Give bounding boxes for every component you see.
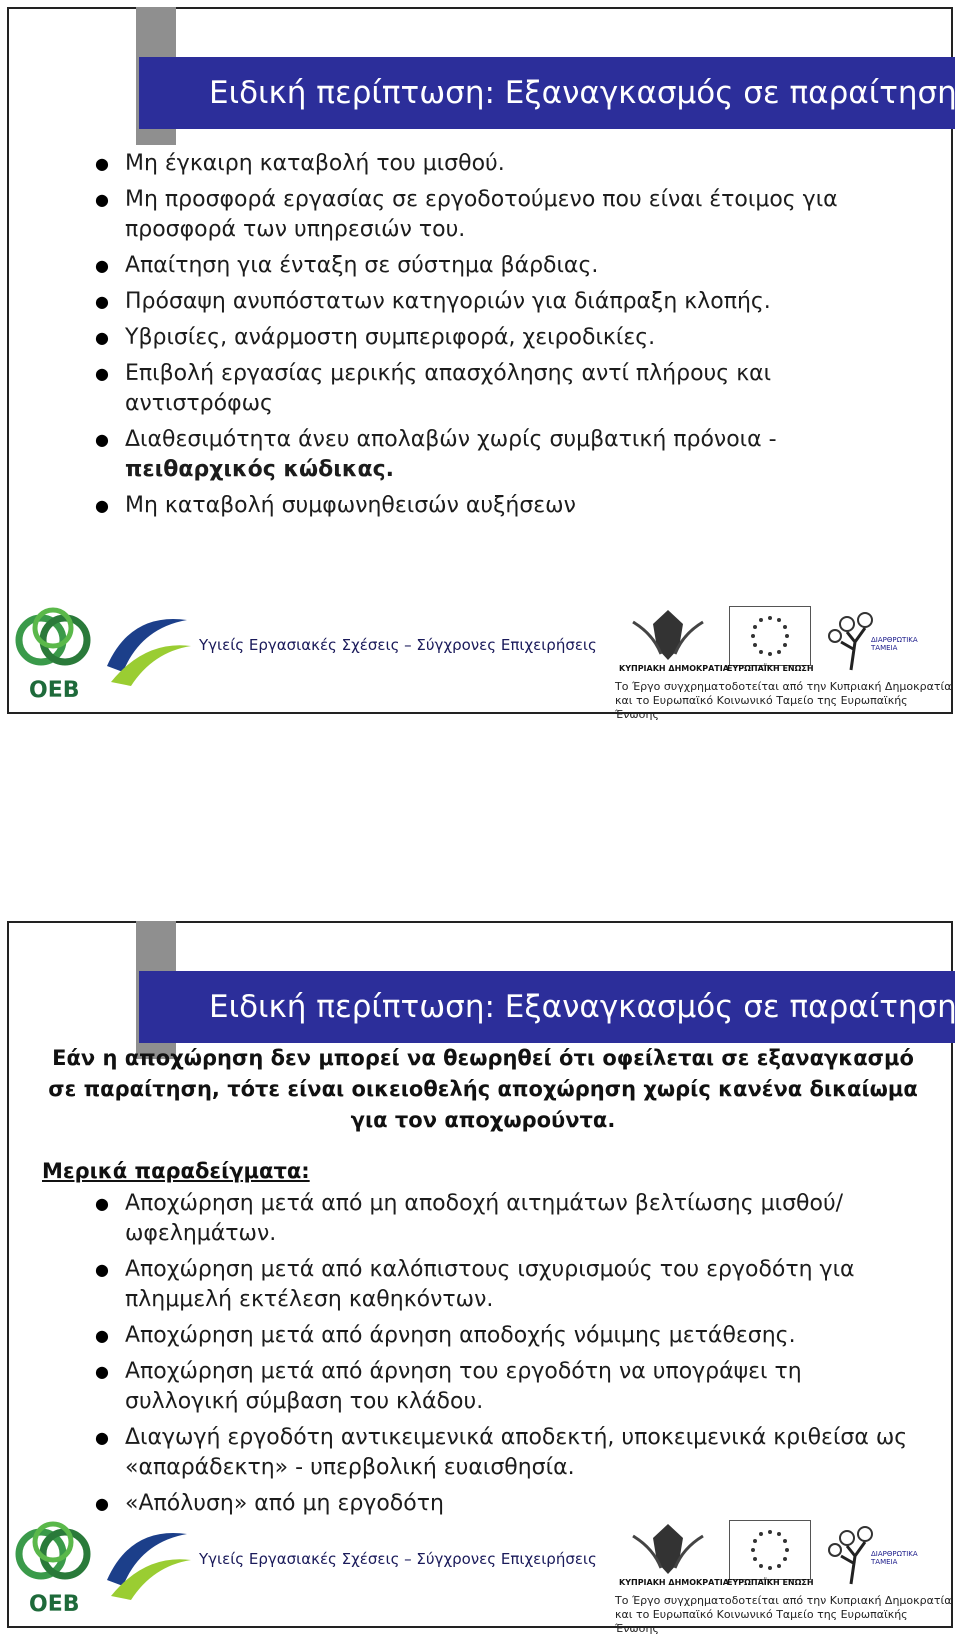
examples-heading: Μερικά παραδείγματα: [42,1159,310,1183]
eu-label: ΕΥΡΩΠΑΪΚΗ ΕΝΩΣΗ [727,1578,814,1587]
list-item: ● Μη καταβολή συμφωνηθεισών αυξήσεων [91,491,921,521]
bullet-list [91,1189,921,1525]
list-item: ● Αποχώρηση μετά από μη αποδοχή αιτημάτων βελτίωσης μισθού/ωφελημάτων. [91,1189,921,1249]
list-item: ● Απαίτηση για ένταξη σε σύστημα βάρδιας. [91,251,921,281]
slide-title: Ειδική περίπτωση: Εξαναγκασμός σε παραίτηση [209,75,957,111]
list-item: ● Αποχώρηση μετά από άρνηση αποδοχής νόμιμης μετάθεσης. [91,1321,921,1351]
swoosh-logo-icon [101,1520,193,1606]
bold-text: πειθαρχικός κώδικας. [125,457,394,482]
slide-2 [7,921,957,1635]
eu-flag-icon [729,1520,811,1580]
cofund-notice: Το Έργο συγχρηματοδοτείται από την Κυπριακή Δημοκρατία και το Ευρωπαϊκό Κοινωνικό Ταμείο της Ευρωπαϊκής Ένωσης [615,1594,952,1635]
fund-label: ΔΙΑΡΘΡΩΤΙΚΑ ΤΑΜΕΙΑ [871,1550,918,1566]
cofund-notice: Το Έργο συγχρηματοδοτείται από την Κυπριακή Δημοκρατία και το Ευρωπαϊκό Κοινωνικό Ταμείο της Ευρωπαϊκής Ένωσης [615,680,952,721]
footer-tagline: Υγιείς Εργασιακές Σχέσεις – Σύγχρονες Επιχειρήσεις [199,1550,597,1568]
swoosh-logo-icon [101,606,193,692]
slide-footer [9,1516,955,1635]
eu-flag-icon [729,606,811,666]
list-item: ● Μη έγκαιρη καταβολή του μισθού. [91,149,921,179]
fund-label: ΔΙΑΡΘΡΩΤΙΚΑ ΤΑΜΕΙΑ [871,636,918,652]
crest-label: ΚΥΠΡΙΑΚΗ ΔΗΜΟΚΡΑΤΙΑ [619,1578,729,1587]
list-item: ● Αποχώρηση μετά από άρνηση του εργοδότη να υπογράψει τη συλλογική σύμβαση του κλάδου. [91,1357,921,1417]
slide-footer [9,602,955,721]
list-item: ● Διαθεσιμότητα άνευ απολαβών χωρίς συμβατική πρόνοια - πειθαρχικός κώδικας. [91,425,921,485]
list-item: ● Διαγωγή εργοδότη αντικειμενικά αποδεκτή, υποκειμενικά κριθείσα ως «απαράδεκτη» - υπερβολική ευαισθησία. [91,1423,921,1483]
bullet-list [91,149,921,527]
list-item: ● Πρόσαψη ανυπόστατων κατηγοριών για διάπραξη κλοπής. [91,287,921,317]
slide-1 [7,7,957,721]
crest-label: ΚΥΠΡΙΑΚΗ ΔΗΜΟΚΡΑΤΙΑ [619,664,729,673]
list-item: ● Υβρισίες, ανάρμοστη συμπεριφορά, χειροδικίες. [91,323,921,353]
list-item: ● Μη προσφορά εργασίας σε εργοδοτούμενο που είναι έτοιμος για προσφορά των υπηρεσιών του. [91,185,921,245]
list-item: ● «Απόλυση» από μη εργοδότη [91,1489,921,1519]
intro-statement: Εάν η αποχώρηση δεν μπορεί να θεωρηθεί ότι οφείλεται σε εξαναγκασμό σε παραίτηση, τότε είναι οικειοθελής αποχώρηση χωρίς κανένα δικαίωμα για τον αποχωρούντα. [48,1046,918,1132]
oeb-logo-text: ΟΕΒ [29,1592,80,1617]
list-item: ● Επιβολή εργασίας μερικής απασχόλησης αντί πλήρους και αντιστρόφως [91,359,921,419]
eu-label: ΕΥΡΩΠΑΪΚΗ ΕΝΩΣΗ [727,664,814,673]
oeb-logo-text: ΟΕΒ [29,678,80,703]
slide-title: Ειδική περίπτωση: Εξαναγκασμός σε παραίτηση [209,989,957,1025]
footer-tagline: Υγιείς Εργασιακές Σχέσεις – Σύγχρονες Επιχειρήσεις [199,636,597,654]
list-item: ● Αποχώρηση μετά από καλόπιστους ισχυρισμούς του εργοδότη για πλημμελή εκτέλεση καθηκόντων. [91,1255,921,1315]
